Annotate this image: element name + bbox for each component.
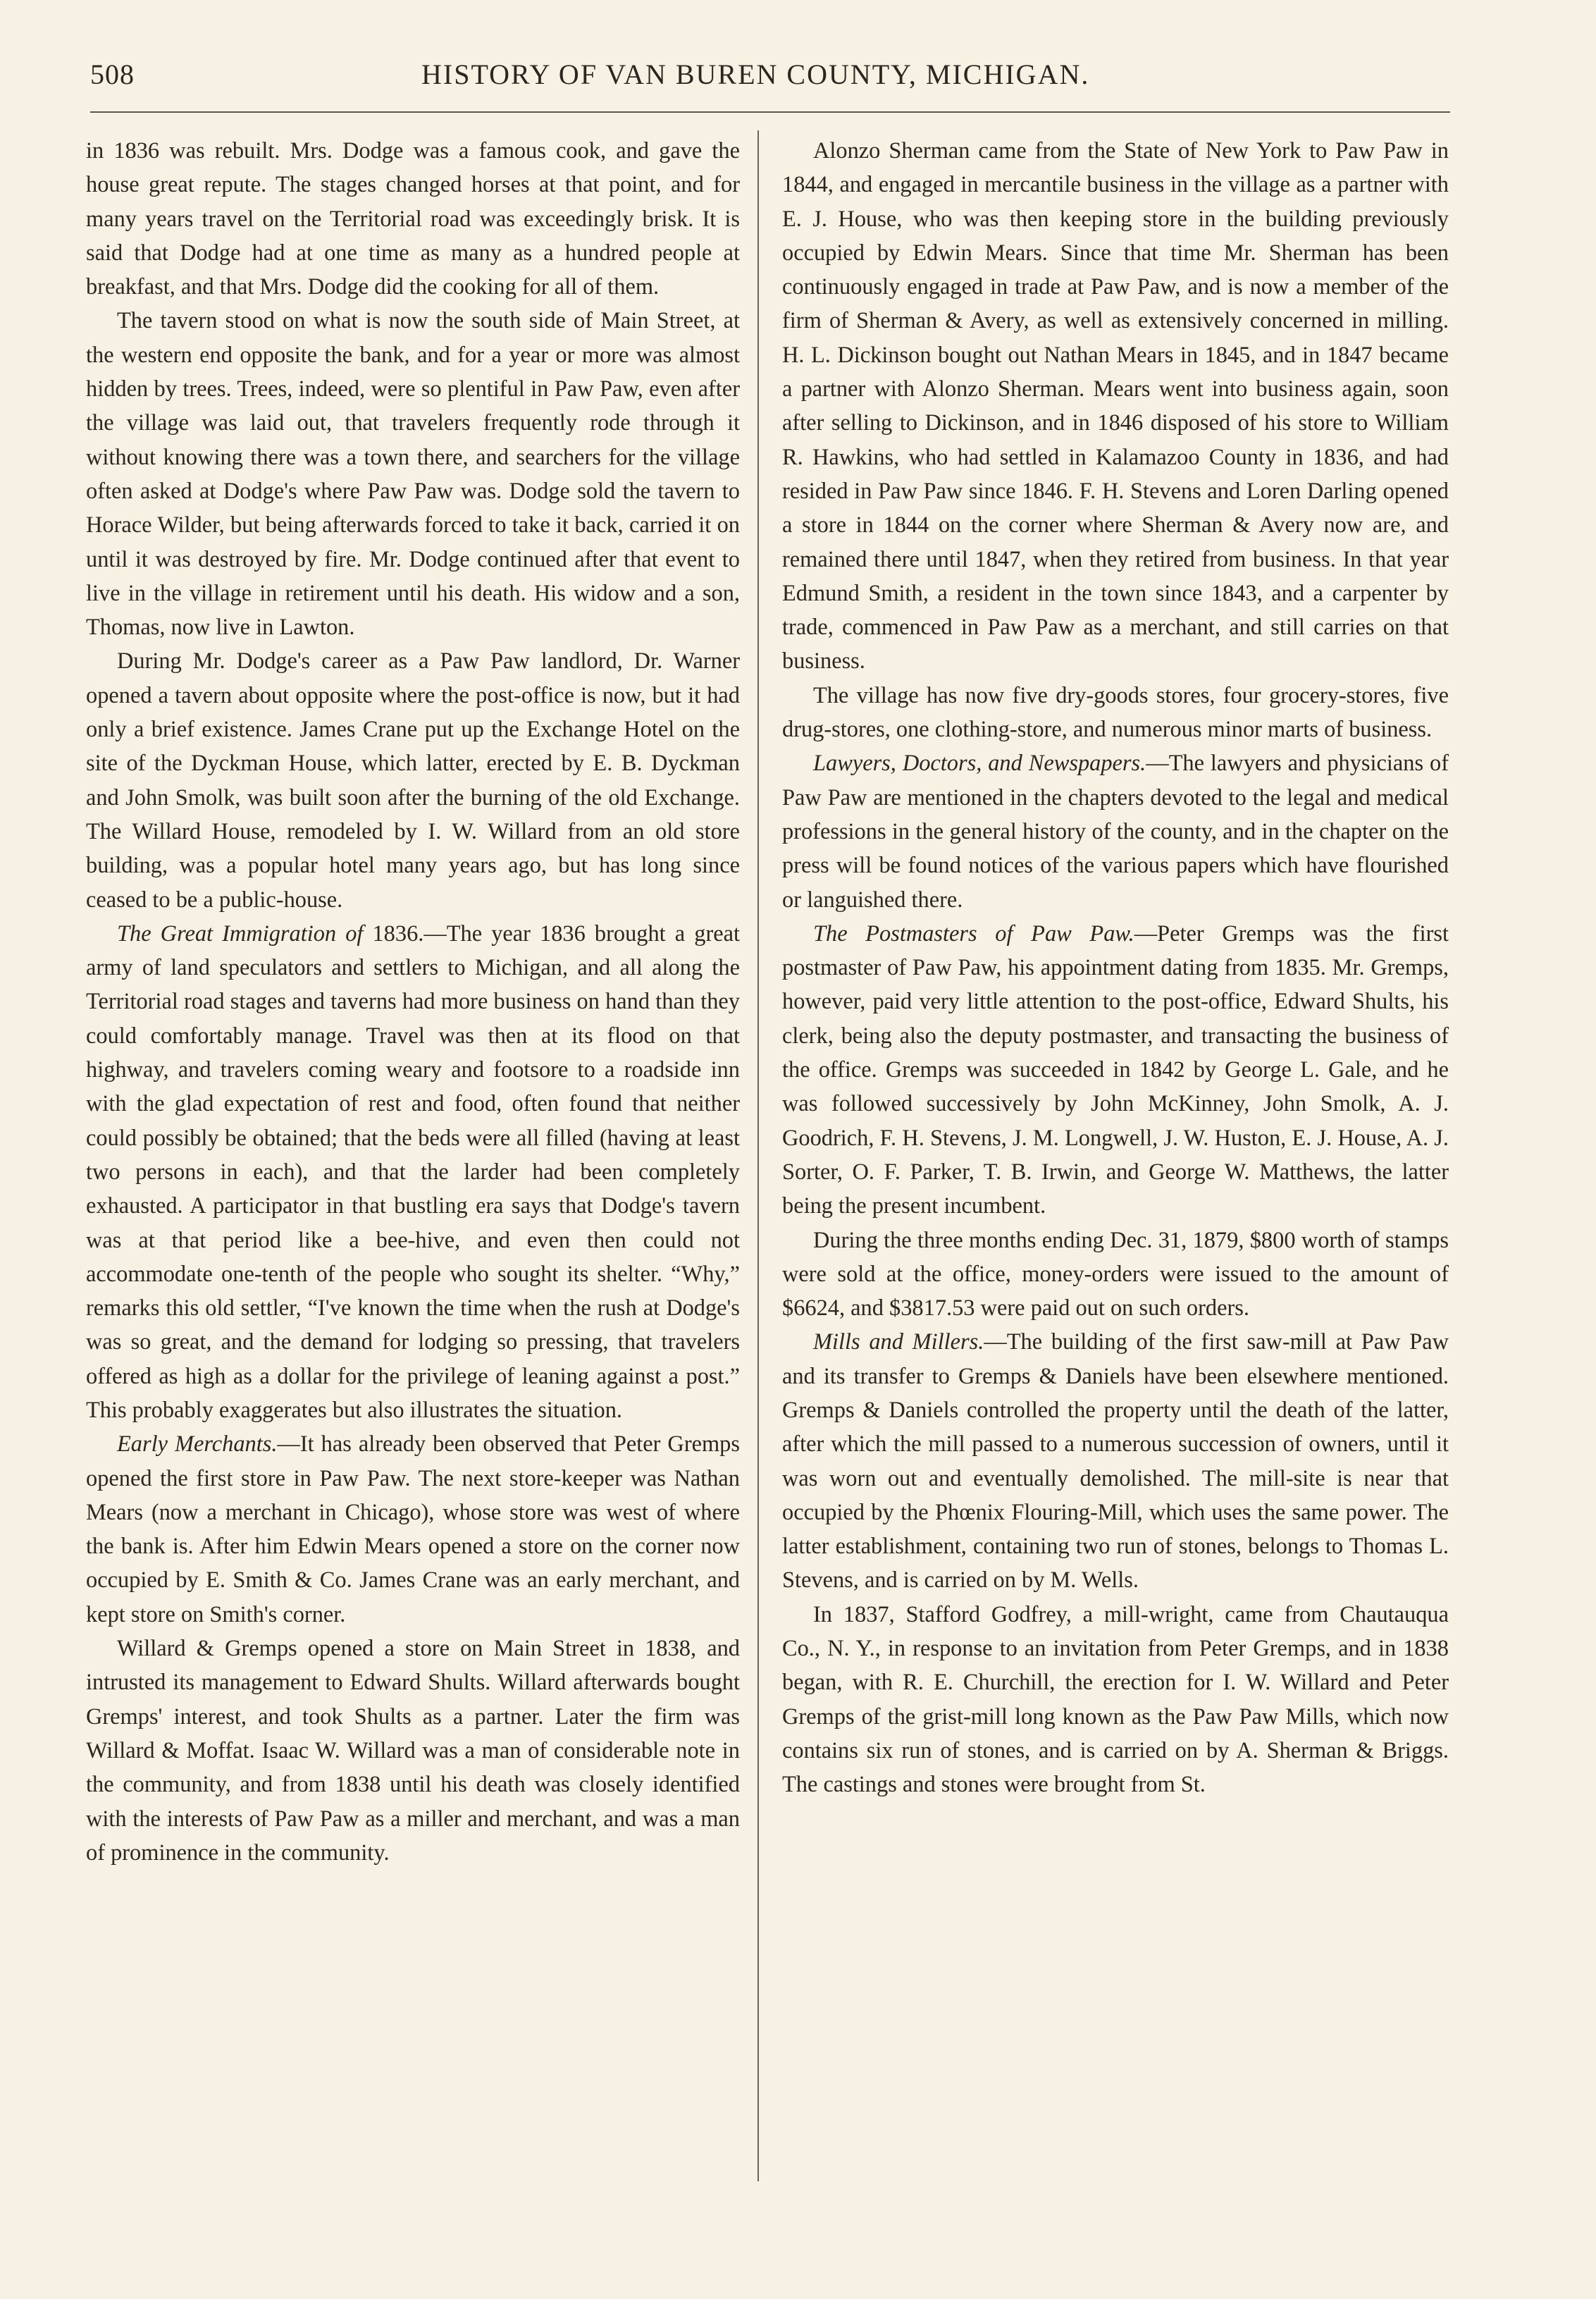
paragraph-text: The village has now five dry-goods stores, four grocery-stores, five drug-stores, one clothing-store, and numerous minor marts of business.	[782, 682, 1449, 743]
section-heading: Mills and Millers.	[813, 1329, 984, 1355]
running-title: HISTORY OF VAN BUREN COUNTY, MICHIGAN.	[421, 58, 1090, 90]
section-heading: The Great Immigration of	[117, 920, 364, 947]
paragraph	[782, 746, 1449, 916]
section-heading: Early Merchants.	[117, 1431, 278, 1457]
paragraph-text: 1836.—The year 1836 brought a great army of land speculators and settlers to Michigan, and all along the Territorial road stages and taverns had more business on hand than they could comfortably manage. Travel was then at its flood on that highway, and travelers coming weary and footsore to a roadside inn with the glad expectation of rest and food, often found that neither could possibly be obtained; that the beds were all filled (having at least two persons in each), and that the larder had been completely exhausted. A participator in that bustling era says that Dodge's tavern was at that period like a bee-hive, and even then could not accommodate one-tenth of the people who sought its shelter. “Why,” remarks this old settler, “I've known the time when the rush at Dodge's was so great, and the demand for lodging so pressing, that travelers offered as high as a dollar for the privilege of leaning against a post.” This probably exaggerates but also illustrates the situation.	[86, 920, 740, 1423]
paragraph-text: —Peter Gremps was the first postmaster of Paw Paw, his appointment dating from 1835. Mr. Gremps, however, paid very little attention to the post-office, Edward Shults, his clerk, being also the deputy postmaster, and transacting the business of the office. Gremps was succeeded in 1842 by George L. Gale, and he was followed successively by John McKinney, John Smolk, A. J. Goodrich, F. H. Stevens, J. M. Longwell, J. W. Huston, E. J. House, A. J. Sorter, O. F. Parker, T. B. Irwin, and George W. Matthews, the latter being the present incumbent.	[782, 920, 1449, 1219]
paragraph-text: —It has already been observed that Peter Gremps opened the first store in Paw Paw. The next store-keeper was Nathan Mears (now a merchant in Chicago), whose store was west of where the bank is. After him Edwin Mears opened a store on the corner now occupied by E. Smith & Co. James Crane was an early merchant, and kept store on Smith's corner.	[86, 1431, 740, 1627]
paragraph	[782, 134, 1449, 679]
paragraph	[782, 679, 1449, 747]
paragraph	[86, 1427, 740, 1632]
paragraph	[86, 917, 740, 1427]
paragraph-text: During Mr. Dodge's career as a Paw Paw landlord, Dr. Warner opened a tavern about opposite where the post-office is now, but it had only a brief existence. James Crane put up the Exchange Hotel on the site of the Dyckman House, which latter, erected by E. B. Dyckman and John Smolk, was built soon after the burning of the old Exchange. The Willard House, remodeled by I. W. Willard from an old store building, was a popular hotel many years ago, but has long since ceased to be a public-house.	[86, 648, 740, 913]
section-heading: The Postmasters of Paw Paw.	[813, 920, 1134, 947]
header-rule	[90, 111, 1450, 113]
section-heading: Lawyers, Doctors, and Newspapers.	[813, 751, 1146, 777]
paragraph-text: Willard & Gremps opened a store on Main Street in 1838, and intrusted its management to Edward Shults. Willard afterwards bought Gremps' interest, and took Shults as a partner. Later the firm was Willard & Moffat. Isaac W. Willard was a man of considerable note in the community, and from 1838 until his death was closely identified with the interests of Paw Paw as a miller and merchant, and was a man of prominence in the community.	[86, 1636, 740, 1866]
paragraph-text: —The building of the first saw-mill at Paw Paw and its transfer to Gremps & Daniels have been elsewhere mentioned. Gremps & Daniels controlled the property until the death of the latter, after which the mill passed to a numerous succession of owners, until it was worn out and eventually demolished. The mill-site is near that occupied by the Phœnix Flouring-Mill, which uses the same power. The latter establishment, containing two run of stones, belongs to Thomas L. Stevens, and is carried on by M. Wells.	[782, 1329, 1449, 1594]
left-column	[86, 134, 740, 1870]
paragraph-text: Alonzo Sherman came from the State of New York to Paw Paw in 1844, and engaged in mercantile business in the village as a partner with E. J. House, who was then keeping store in the building previously occupied by Edwin Mears. Since that time Mr. Sherman has been continuously engaged in trade at Paw Paw, and is now a member of the firm of Sherman & Avery, as well as extensively concerned in milling. H. L. Dickinson bought out Nathan Mears in 1845, and in 1847 became a partner with Alonzo Sherman. Mears went into business again, soon after selling to Dickinson, and in 1846 disposed of his store to William R. Hawkins, who had settled in Kalamazoo County in 1836, and had resided in Paw Paw since 1846. F. H. Stevens and Loren Darling opened a store in 1844 on the corner where Sherman & Avery now are, and remained there until 1847, when they retired from business. In that year Edmund Smith, a resident in the town since 1843, and a carpenter by trade, commenced in Paw Paw as a merchant, and still carries on that business.	[782, 138, 1449, 674]
paragraph	[86, 1632, 740, 1870]
paragraph	[86, 644, 740, 916]
page-number: 508	[90, 58, 135, 90]
paragraph	[782, 1224, 1449, 1326]
paragraph	[782, 1325, 1449, 1597]
paragraph	[782, 1598, 1449, 1802]
paragraph-text: During the three months ending Dec. 31, 1879, $800 worth of stamps were sold at the office, money-orders were issued to the amount of $6624, and $3817.53 were paid out on such orders.	[782, 1227, 1449, 1321]
paragraph	[782, 917, 1449, 1224]
page-header	[90, 51, 1450, 100]
paragraph-text: in 1836 was rebuilt. Mrs. Dodge was a famous cook, and gave the house great repute. The stages changed horses at that point, and for many years travel on the Territorial road was exceedingly brisk. It is said that Dodge had at one time as many as a hundred people at breakfast, and that Mrs. Dodge did the cooking for all of them.	[86, 138, 740, 300]
column-divider	[757, 130, 759, 2181]
paragraph	[86, 304, 740, 644]
paragraph	[86, 134, 740, 304]
right-column	[782, 134, 1449, 1802]
paragraph-text: —The lawyers and physicians of Paw Paw are mentioned in the chapters devoted to the legal and medical professions in the general history of the county, and in the chapter on the press will be found notices of the various papers which have flourished or languished there.	[782, 751, 1449, 913]
paragraph-text: In 1837, Stafford Godfrey, a mill-wright, came from Chautauqua Co., N. Y., in response to an invitation from Peter Gremps, and in 1838 began, with R. E. Churchill, the erection for I. W. Willard and Peter Gremps of the grist-mill long known as the Paw Paw Mills, which now contains six run of stones, and is carried on by A. Sherman & Briggs. The castings and stones were brought from St.	[782, 1601, 1449, 1798]
paragraph-text: The tavern stood on what is now the south side of Main Street, at the western end opposite the bank, and for a year or more was almost hidden by trees. Trees, indeed, were so plentiful in Paw Paw, even after the village was laid out, that travelers frequently rode through it without knowing there was a town there, and searchers for the village often asked at Dodge's where Paw Paw was. Dodge sold the tavern to Horace Wilder, but being afterwards forced to take it back, carried it on until it was destroyed by fire. Mr. Dodge continued after that event to live in the village in retirement until his death. His widow and a son, Thomas, now live in Lawton.	[86, 308, 740, 641]
